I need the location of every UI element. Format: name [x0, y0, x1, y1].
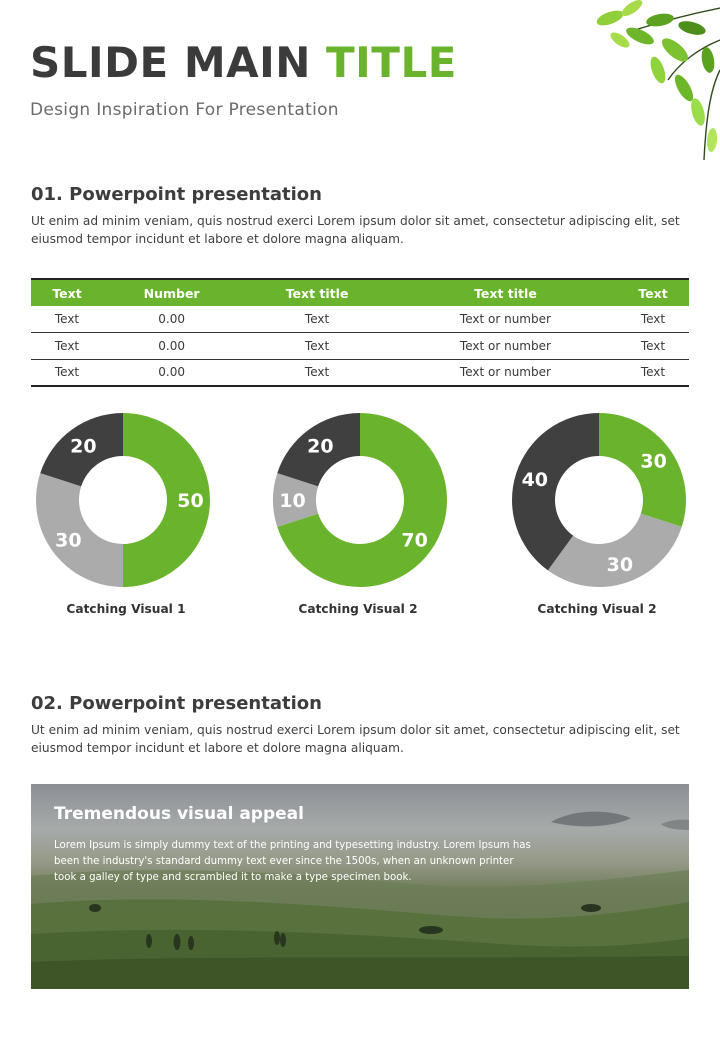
donut-chart-2 — [272, 412, 448, 588]
table-cell: Text — [240, 359, 394, 386]
banner-text: Lorem Ipsum is simply dummy text of the printing and typesetting industry. Lorem Ipsum has been the industry's standard dummy text ever since the 1500s, when an unknown printer took a galley of type and scrambled it to make a type specimen book. — [54, 840, 531, 883]
table-header-row — [31, 279, 689, 306]
section2-body: Ut enim ad minim veniam, quis nostrud exerci Lorem ipsum dolor sit amet, consectetur adipiscing elit, set eiusmod tempor incidunt et labore et dolore magna aliquam. — [31, 723, 680, 755]
table-cell: Text — [31, 333, 103, 360]
table-row — [31, 333, 689, 360]
table-cell: 0.00 — [103, 359, 240, 386]
table-cell: Text — [617, 333, 689, 360]
table-cell: Text — [240, 306, 394, 333]
donut-value-label: 50 — [177, 490, 204, 512]
landscape-banner — [31, 784, 689, 989]
donut-value-label: 40 — [521, 469, 549, 492]
table-cell: Text or number — [394, 359, 617, 386]
donut-value-label: 30 — [606, 554, 634, 577]
banner-title: Tremendous visual appeal — [54, 804, 304, 824]
donut-value-label: 20 — [70, 435, 97, 458]
table-header-cell: Number — [103, 279, 240, 306]
donut-value-label: 70 — [401, 529, 428, 552]
table-cell: Text — [617, 359, 689, 386]
table-row — [31, 359, 689, 386]
donut-value-label: 20 — [307, 435, 334, 458]
donut-chart-1 — [35, 412, 211, 588]
page-subtitle: Design Inspiration For Presentation — [30, 100, 339, 120]
table-cell: Text — [31, 306, 103, 333]
table-cell: 0.00 — [103, 333, 240, 360]
page-title-accent: TITLE — [326, 38, 457, 87]
donut-value-label: 30 — [55, 529, 82, 552]
table-cell: 0.00 — [103, 306, 240, 333]
table-header-cell: Text title — [240, 279, 394, 306]
section2-title: 02. Powerpoint presentation — [31, 693, 322, 714]
page-title — [30, 38, 457, 88]
table-header-cell: Text — [617, 279, 689, 306]
donut-3-caption: Catching Visual 2 — [537, 602, 657, 616]
donut-value-label: 10 — [279, 490, 306, 512]
table-header-cell: Text title — [394, 279, 617, 306]
data-table — [31, 278, 689, 387]
leaves-decoration — [580, 0, 720, 165]
table-row — [31, 306, 689, 333]
section1-title: 01. Powerpoint presentation — [31, 184, 322, 205]
table-cell: Text — [240, 333, 394, 360]
table-cell: Text or number — [394, 306, 617, 333]
section1-body: Ut enim ad minim veniam, quis nostrud exerci Lorem ipsum dolor sit amet, consectetur adipiscing elit, set eiusmod tempor incidunt et labore et dolore magna aliquam. — [31, 214, 680, 246]
table-header-cell: Text — [31, 279, 103, 306]
donut-2-caption: Catching Visual 2 — [298, 602, 418, 616]
donut-chart-3 — [511, 412, 687, 588]
table-cell: Text or number — [394, 333, 617, 360]
page-title-main: SLIDE MAIN — [30, 38, 327, 87]
table-cell: Text — [31, 359, 103, 386]
donut-value-label: 30 — [640, 450, 667, 473]
table-cell: Text — [617, 306, 689, 333]
donut-1-caption: Catching Visual 1 — [66, 602, 186, 616]
